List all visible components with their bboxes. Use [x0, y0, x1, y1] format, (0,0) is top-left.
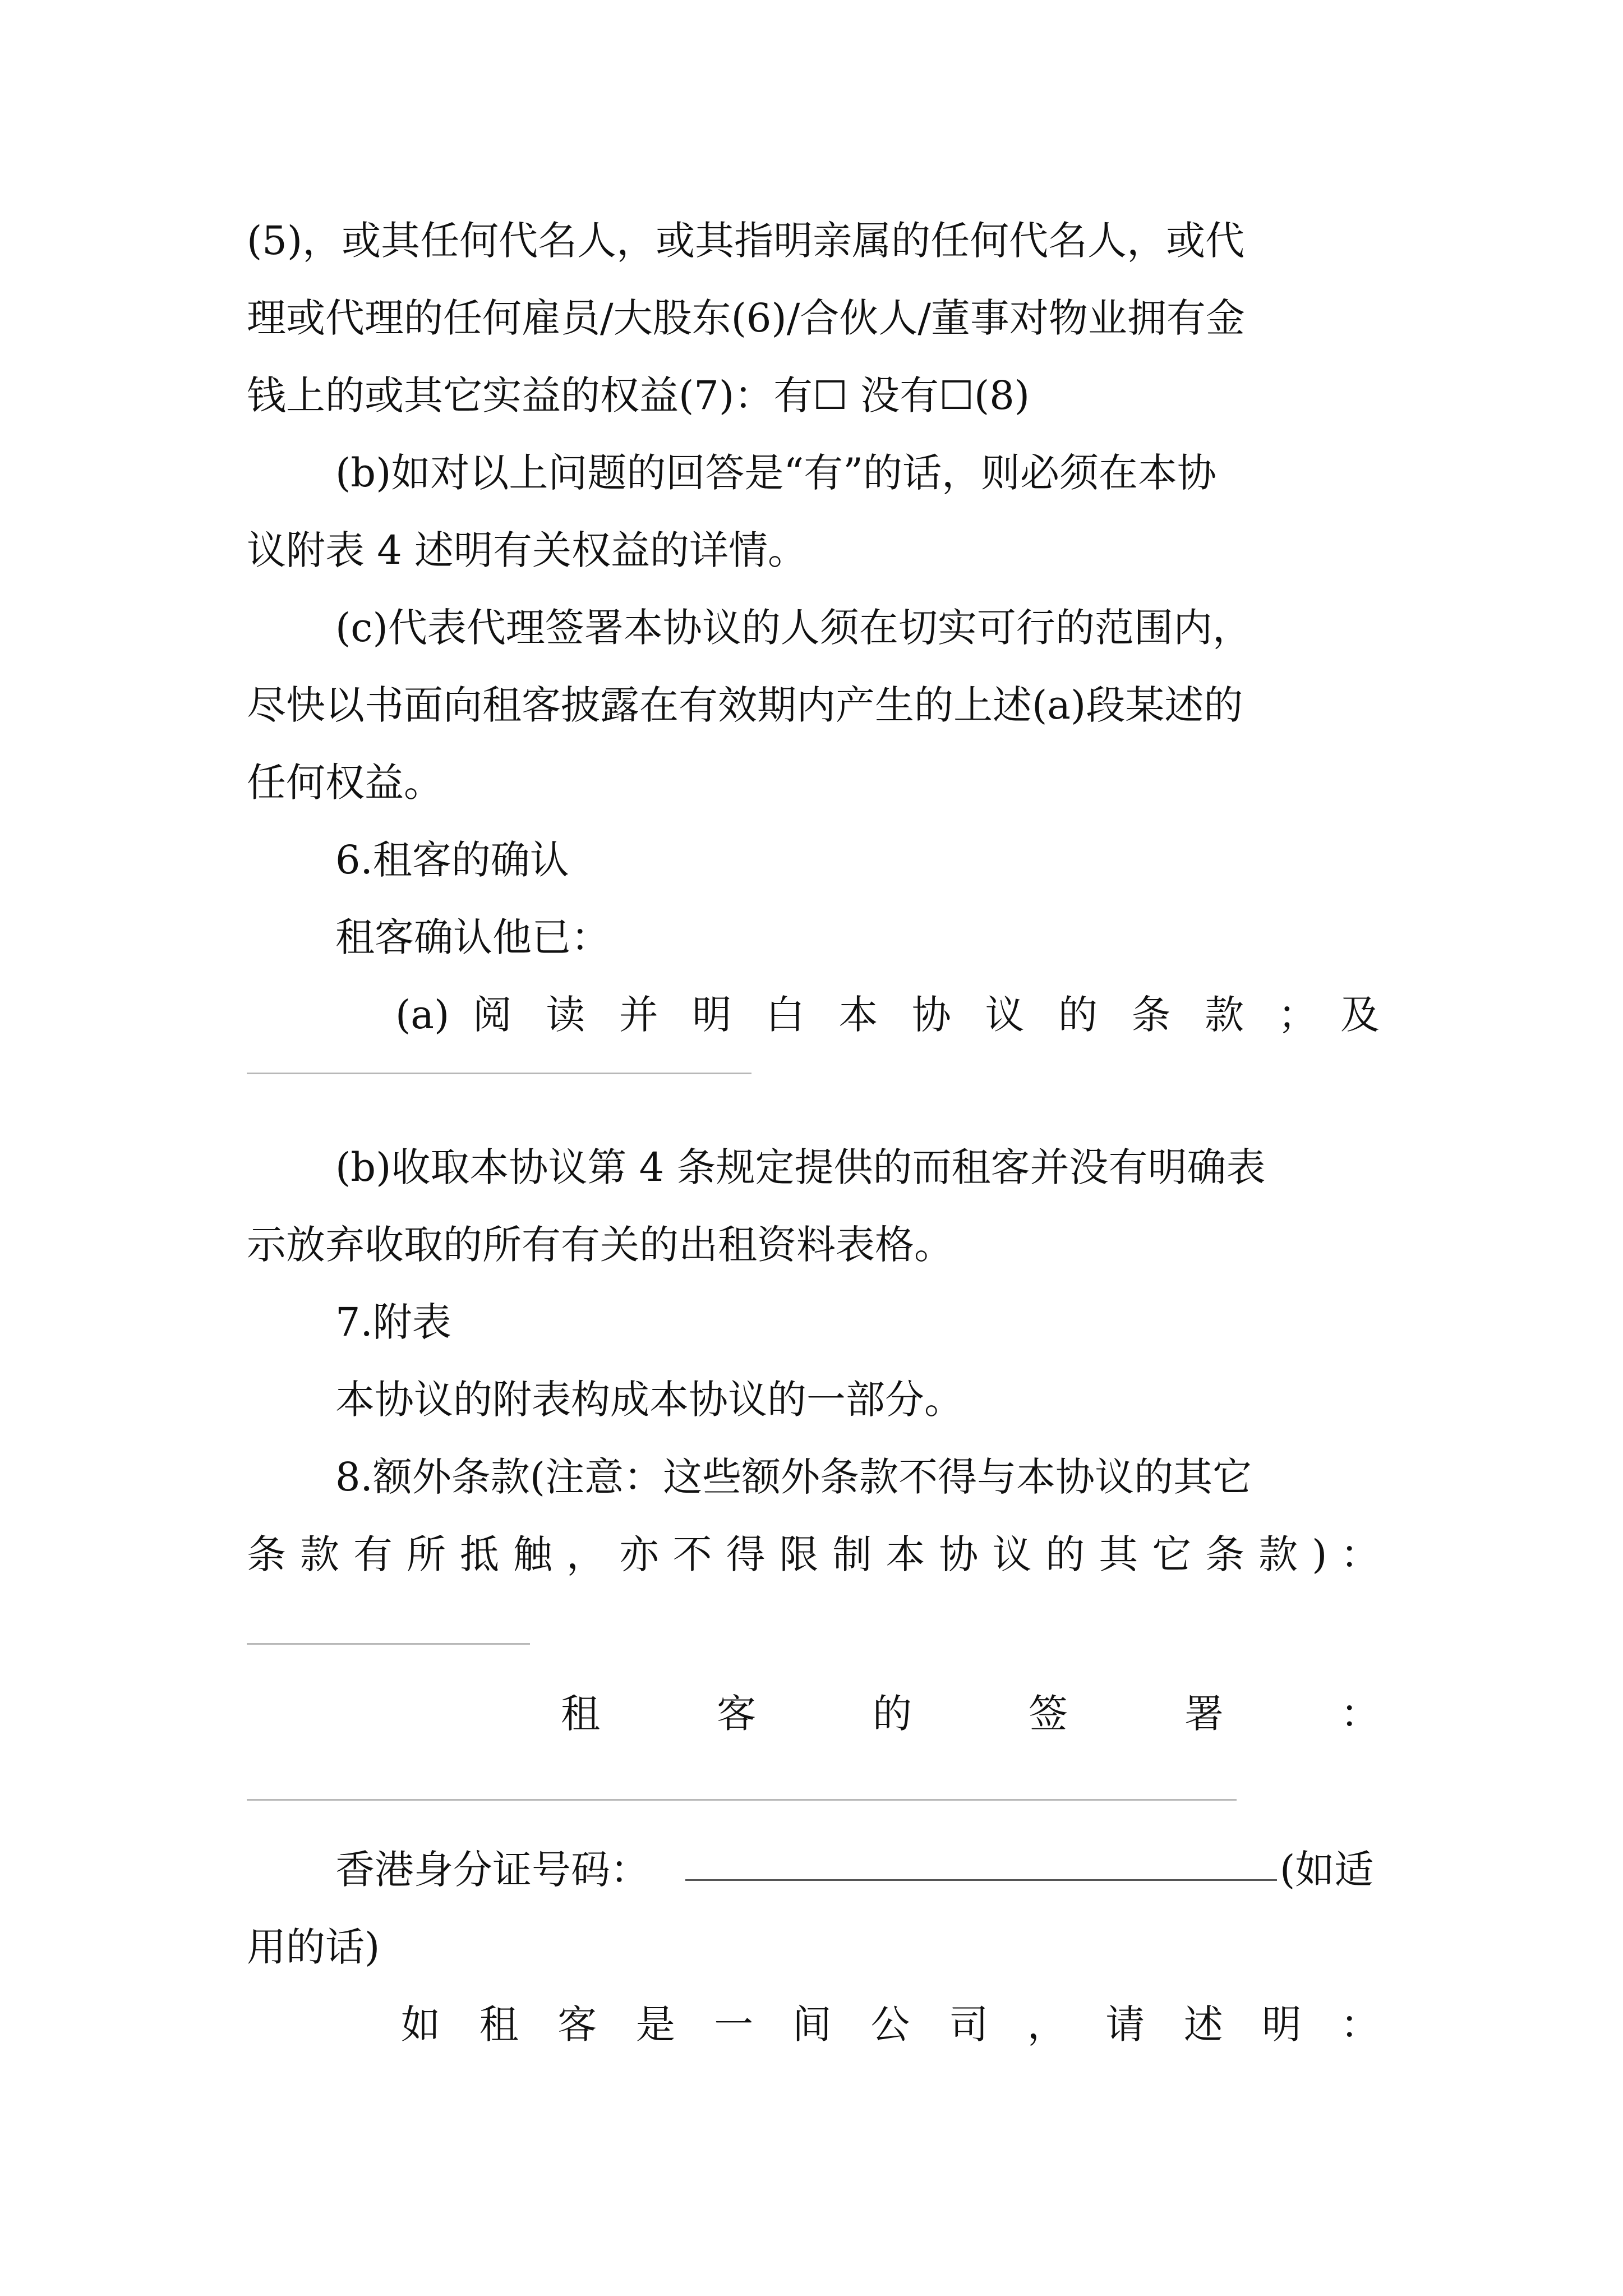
- text-line: (5)，或其任何代名人，或其指明亲属的任何代名人，或代: [247, 218, 1245, 264]
- text-line: 示放弃收取的所有有关的出租资料表格。: [247, 1222, 953, 1268]
- text-line: 租客确认他已：: [335, 914, 610, 960]
- blank-rule: [247, 1643, 530, 1645]
- tenant-signature-label: 租 客 的 签 署 ：: [561, 1691, 1380, 1737]
- text-line: 尽快以书面向租客披露在有效期内产生的上述(a)段某述的: [247, 682, 1243, 728]
- text-line: 8.额外条款(注意：这些额外条款不得与本协议的其它: [335, 1454, 1252, 1500]
- text-line: (b)收取本协议第 4 条规定提供的而租客并没有明确表: [335, 1144, 1266, 1190]
- text-line: (c)代表代理签署本协议的人须在切实可行的范围内，: [335, 605, 1252, 651]
- text-line: 条 款 有 所 抵 触 ， 亦 不 得 限 制 本 协 议 的 其 它 条 款 ) ：: [247, 1531, 1380, 1577]
- text-line: 用的话): [247, 1924, 380, 1970]
- text-line: 理或代理的任何雇员/大股东(6)/合伙人/董事对物业拥有金: [247, 295, 1245, 341]
- signature-rule: [247, 1799, 1237, 1801]
- text-line: (b)如对以上问题的回答是“有”的话，则必须在本协: [335, 450, 1216, 496]
- blank-rule: [247, 1073, 751, 1074]
- hkid-label: 香港身分证号码：: [335, 1847, 649, 1893]
- section-heading: 7.附表: [335, 1299, 451, 1345]
- text-line: (如适: [1280, 1847, 1374, 1893]
- text-line: 本协议的附表构成本协议的一部分。: [335, 1377, 963, 1423]
- text-line: 钱上的或其它实益的权益(7)：有☐ 没有☐(8): [247, 372, 1030, 418]
- text-line: 如 租 客 是 一 间 公 司 ， 请 述 明 ：: [401, 2001, 1380, 2047]
- text-line: (a) 阅 读 并 明 白 本 协 议 的 条 款 ； 及: [395, 992, 1380, 1038]
- hkid-blank: [685, 1879, 1277, 1881]
- text-line: 议附表 4 述明有关权益的详情。: [247, 527, 808, 573]
- section-heading: 6.租客的确认: [335, 837, 569, 883]
- text-line: 任何权益。: [247, 760, 443, 806]
